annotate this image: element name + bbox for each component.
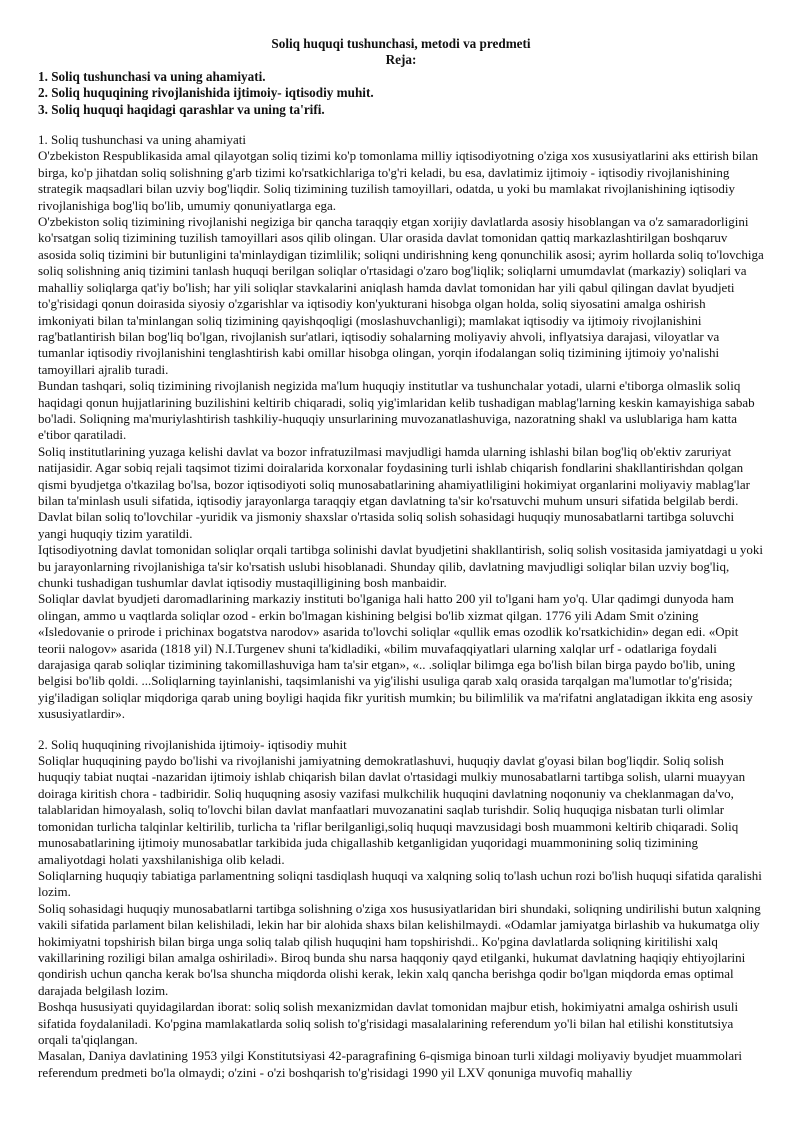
paragraph: Soliq institutlarining yuzaga kelishi davlat va bozor infratuzilmasi mavjudligi hamda ularning ishlashi bilan bog'liq ob'ektiv zaruriyat natijasidir. Agar sobiq rejali taqsimot tizimi doiralarida korxonalar foydasining turli ishlab chiqarish fondlarini shakllantirishdan qolgan qismi byudjetga o'tkazilag bo'lsa, bozor iqtisodiyoti soliq munosabatlarining ahamiyatliligini hokimiyat organlarini moliyaviy mablag'lar bilan ta'minlash usuli sifatida, iqtisodiy jarayonlarga taraqqiy etgan davlatning ta'sir ko'rsatuvchi muhum unsuri sifatida belgilab berdi. Davlat bilan soliq to'lovchilar -yuridik va jismoniy shaxslar o'rtasida soliq solish sohasidagi huquqiy munosabatlarni tartibga soluvchi yangi huquqiy tizim yaratildi.: [38, 443, 750, 541]
paragraph: Soliqlar huquqining paydo bo'lishi va rivojlanishi jamiyatning demokratlashuvi, huquqiy davlat g'oyasi bilan bog'liqdir. Soliq solish huquqiy tabiat nuqtai -nazaridan ijtimoiy ishlab chiqarish bilan davlat o'rtasidagi mulkiy munosabatlarni tartibga solish, ularni muayyan doiraga kiritish chora - tadbiridir. Soliq huquqning asosiy vazifasi mulkchilik huquqini davlatning noqonuniy va cheklanmagan da'vo, talablaridan himoyalash, soliq to'lovchi bilan davlat manfaatlari muvozanatini saqlab turishdir. Soliq huquqiga nisbatan turli olimlar tomonidan turlicha talqinlar keltirilib, turlicha ta 'riflar berilganligi,soliq huquqi mavzusidagi bosh muammoni keltirib chiqaradi. Soliq munosabatlarining ijtimoiy munosabatlar tarkibida juda chigallashib ketganligidan yuqoridagi muammonining soliq tizimining amaliyotdagi holati yaxshilanishiga olib keladi.: [38, 753, 746, 867]
document-page: [38, 36, 764, 1081]
paragraph: O'zbekiston soliq tizimining rivojlanishi negiziga bir qancha taraqqiy etgan xorijiy davlatlarda asosiy hisoblangan va o'z samaradorligini ko'rsatgan soliq tizimining tuzilish tamoyillari asos qilib olingan. Ular orasida davlat tomonidan qattiq markazlashtirilgan boshqaruv asosida soliq tizimini bir butunligini ta'minlaydigan tizimlilik; soliqni undirishning keng qonunchilik asosi; ayrim hollarda soliq to'lovchiga soliq solishning aniq tizimini tanlash huquqi berilgan soliqlar o'rtasidagi o'zaro bog'liqlik; soliqlarni umumdavlat (markaziy) soliqlari va mahalliy soliqlarga qat'iy bo'lish; har yili soliqlar stavkalarini aniqlash hamda davlat tomonidan har yili qabul qilingan davlat byudjeti to'g'risidagi qonun doirasida siyosiy o'zgarishlar va iqtisodiy kon'yukturani hisobga olgan holda, soliq siyosatini amalga oshirish imkoniyati bilan ta'minlangan soliq tizimining qayishqoqligi (moslashuvchanligi); mamlakat iqtisodiy va ijtimoiy rivojlanishini rag'batlantirish bilan bog'liq bo'lgan, rivojlanish sur'atlari, iqtisodiy sohalarning moliyaviy ahvoli, inflyatsiya darajasi, viloyatlar va tumanlar iqtisodiy rivojlanishini tenglashtirish kabi omillar hisobga olingan, yorqin ifodalangan soliq tizimining ijtimoiy yo'nalishi tamoyillari ajralib turadi.: [38, 214, 764, 377]
paragraph: Boshqa hususiyati quyidagilardan iborat: soliq solish mexanizmidan davlat tomonidan majbur etish, hokimiyatni amalga oshirish usuli sifatida foydalaniladi. Ko'pgina mamlakatlarda soliq solish to'g'risidagi masalalarining referendum yo'li bilan hal etilishi konstitutsiya orqali ta'qiqlangan.: [38, 999, 739, 1047]
paragraph: Bundan tashqari, soliq tizimining rivojlanish negizida ma'lum huquqiy institutlar va tushunchalar yotadi, ularni e'tiborga olmaslik soliq haqidagi qonun hujjatlarining buzilishini keltirib chiqaradi, soliq yig'imlaridan kelib tushadigan mablag'larning keskin kamayishiga sabab bo'ladi. Soliqning ma'muriylashtirish tashkiliy-huquqiy unsurlarining muvozanatlashuviga, nazoratning shakl va uslublariga ham katta e'tibor qaratiladi.: [38, 378, 755, 443]
section-2: [38, 737, 764, 1082]
paragraph: Soliqlarning huquqiy tabiatiga parlamentning soliqni tasdiqlash huquqi va xalqning soliq to'lash uchun rozi bo'lish huquqi sifatida qaralishi lozim.: [38, 867, 762, 900]
paragraph: Soliqlar davlat byudjeti daromadlarining markaziy instituti bo'lganiga hali hatto 200 yil to'lgani ham yo'q. Ular qadimgi dunyoda ham olingan, ammo u vaqtlarda soliqlar ozod - erkin bo'lmagan kishining belgisi bo'lib xizmat qilgan. 1776 yili Adam Smit o'zining «Isledovanie o prirode i prichinax bogatstva narodov» asarida to'lovchi soliqlar «qullik emas ozodlik ko'rsatkichidin» degan edi. «Opit teorii nalogov» asarida (1818 yil) N.I.Turgenev shuni ta'kidladiki, «bilim muvafaqqiyatlari ularning xalqlar urf - odatlariga foydali darajasiga qarab soliqlar tizimining takomillashuviga ham ta'sir etgan», «.. .soliqlar bilimga ega bo'lish bilan birga paydo bo'lib, uning belgisi bo'lib qoldi. ...Soliqlarning tayinlanishi, taqsimlanishi va yig'ilishi usuliga qarab xalq orasida tarqalgan ma'lumotlar to'g'risida; yig'iladigan soliqlar miqdoriga qarab uning boyligi haqida fikr yuritish mumkin; bu bilimlilik va ma'rifatni anglatadigan ikkita eng asosiy xususiyatlardir».: [38, 591, 753, 722]
paragraph: Masalan, Daniya davlatining 1953 yilgi Konstitutsiyasi 42-paragrafining 6-qismiga binoan turli xildagi moliyaviy byudjet muammolari referendum predmeti bo'la olmaydi; o'zini - o'zi boshqarish to'g'risidagi 1990 yil LXV qonuniga muvofiq mahalliy: [38, 1048, 743, 1080]
section-1: [38, 132, 764, 723]
paragraph: Iqtisodiyotning davlat tomonidan soliqlar orqali tartibga solinishi davlat byudjetini shakllantirish, soliq solish vositasida jamiyatdagi u yoki bu jarayonlarning rivojlanishiga ta'sir ko'rsatish uslubi hisoblanadi. Shunday qilib, davlatning mavjudligi soliqlar bilan uzviy bog'liq, chunki tushadigan tushumlar davlat iqtisodiy mustaqilligining bosh manbaidir.: [38, 542, 764, 590]
plan-item: 2. Soliq huquqining rivojlanishida ijtimoiy- iqtisodiy muhit.: [38, 85, 374, 101]
section-heading: 2. Soliq huquqining rivojlanishida ijtimoiy- iqtisodiy muhit: [38, 736, 347, 752]
plan-list: [38, 69, 764, 118]
paragraph: O'zbekiston Respublikasida amal qilayotgan soliq tizimi ko'p tomonlama milliy iqtisodiyotning o'ziga xos xususiyatlarini aks ettirish bilan birga, ko'p jihatdan soliq solishning g'arb tizimi ko'rsatkichlariga to'g'ri keladi, bu esa, davlatimiz ijtimoiy - iqtisodiy rivojlanishining strategik maqsadlari bilan uzviy bog'liqdir. Soliq tizimining tuzilish tamoyillari, odatda, u yoki bu mamlakat rivojlanishining iqtisodiy rivojlanishiga bog'liq bo'lib, umumiy qonuniyatlarga ega.: [38, 148, 759, 213]
section-heading: 1. Soliq tushunchasi va uning ahamiyati: [38, 132, 246, 148]
plan-item: 3. Soliq huquqi haqidagi qarashlar va uning ta'rifi.: [38, 101, 325, 117]
plan-item: 1. Soliq tushunchasi va uning ahamiyati.: [38, 68, 266, 84]
document-title: Soliq huquqi tushunchasi, metodi va predmeti: [271, 36, 531, 51]
plan-heading: Reja:: [385, 52, 417, 68]
paragraph: Soliq sohasidagi huquqiy munosabatlarni tartibga solishning o'ziga xos hususiyatlaridan biri shundaki, soliqning undirilishi butun xalqning vakili sifatida parlament bilan kelishiladi, lekin har bir alohida shaxs bilan kelishilmaydi. «Odamlar jamiyatga birlashib va hukumatga oliy hokimiyatni topshirish bilan birga unga soliq talab qilish huquqini ham topshirishdi.. Ko'pgina davlatlarda soliqning kiritilishi xalq vakillarining roziligi bilan amalga oshiriladi». Biroq bunda shu narsa haqqoniy qayd etilganki, hukumat davlatning haqiqiy ehtiyojlarini qondirish uchun qancha kerak bo'lsa shuncha miqdorda olishi kerak, lekin xalq qancha berishga qodir bo'lgan miqdorda emas optimal darajada belgilash lozim.: [38, 900, 761, 998]
